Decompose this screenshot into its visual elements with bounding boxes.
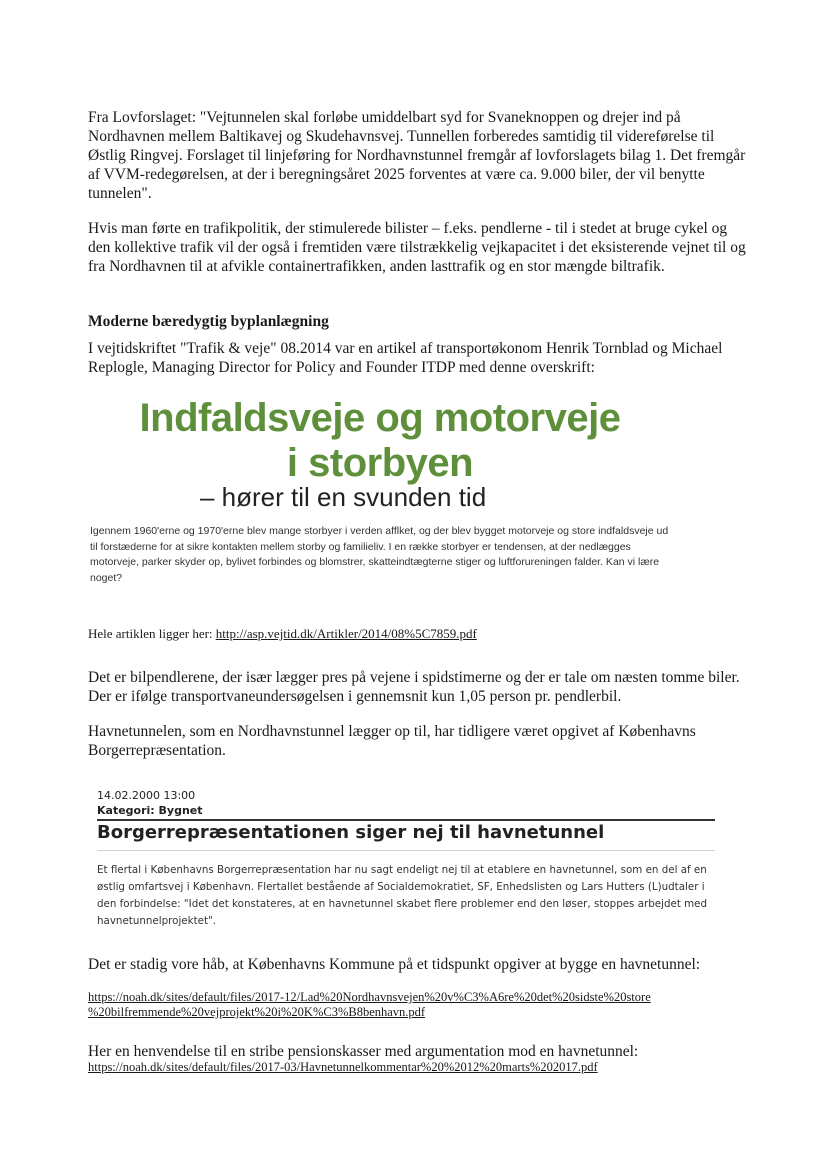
paragraph-trafikpolitik: Hvis man førte en trafikpolitik, der stimulerede bilister – f.eks. pendlerne - til i stedet at bruge cykel og den kollektive trafik vil der også i fremtiden være tilstrækkelig vejkapacitet i det eksisterende vejnet til og fra Nordhavnen til at afvikle containertrafikken, anden lasttrafik og en stor mængde biltrafik. bbox=[88, 220, 746, 275]
clipping-rule bbox=[97, 819, 715, 821]
url-block-2 bbox=[88, 1060, 748, 1075]
article-headline-line2: i storbyen bbox=[286, 441, 474, 485]
article-link-line bbox=[88, 626, 477, 642]
paragraph-havnetunnel: Havnetunnelen, som en Nordhavnstunnel lægger op til, har tidligere været opgivet af Københavns Borgerrepræsentation. bbox=[88, 723, 696, 759]
article-subheadline: – hører til en svunden tid bbox=[200, 482, 487, 512]
clipping-title: Borgerrepræsentationen siger nej til havnetunnel bbox=[97, 822, 605, 843]
url-havnetunnelkommentar[interactable]: https://noah.dk/sites/default/files/2017-03/Havnetunnelkommentar%20%2012%20marts%202017.pdf bbox=[88, 1060, 598, 1074]
clipping-category: Kategori: Bygnet bbox=[97, 804, 203, 817]
clipping-divider bbox=[97, 850, 715, 851]
clipping-body: Et flertal i Københavns Borgerrepræsentation har nu sagt endeligt nej til at etablere en havnetunnel, som en del af en østlig omfartsvej i København. Flertallet bestående af Socialdemokratiet, SF, Enhedslisten og Lars Hutters (L)udtaler i den forbindelse: "Idet det konstateres, at en havnetunnel skabet flere problemer end den løser, stoppes arbejdet med havnetunnelprojektet". bbox=[97, 864, 708, 927]
paragraph-lovforslag: Fra Lovforslaget: "Vejtunnelen skal forløbe umiddelbart syd for Svaneknoppen og drejer ind på Nordhavnen mellem Baltikavej og Skudehavnsvej. Tunnellen forberedes samtidig til videreførelse til Østlig Ringvej. Forslaget til linjeføring for Nordhavnstunnel fremgår af lovforslagets bilag 1. Det fremgår af VVM-redegørelsen, at der i beregningsåret 2025 forventes at være ca. 9.000 biler, der vil benytte tunnelen". bbox=[88, 109, 746, 202]
article-link[interactable]: http://asp.vejtid.dk/Artikler/2014/08%5C7859.pdf bbox=[215, 626, 477, 641]
url-nordhavnsvejen-line1[interactable]: https://noah.dk/sites/default/files/2017-12/Lad%20Nordhavnsvejen%20v%C3%A6re%20det%20sidste%20store bbox=[88, 990, 651, 1004]
clipping-date: 14.02.2000 13:00 bbox=[97, 789, 196, 802]
section-heading: Moderne bæredygtig byplanlægning bbox=[88, 313, 329, 330]
paragraph-haab: Det er stadig vore håb, at Københavns Kommune på et tidspunkt opgiver at bygge en havnetunnel: bbox=[88, 956, 701, 973]
url-block-1 bbox=[88, 990, 748, 1020]
url-nordhavnsvejen-line2[interactable]: %20bilfremmende%20vejprojekt%20i%20K%C3%B8benhavn.pdf bbox=[88, 1005, 426, 1019]
paragraph-pensionskasser: Her en henvendelse til en stribe pensionskasser med argumentation mod en havnetunnel: bbox=[88, 1043, 639, 1060]
paragraph-bilpendlere: Det er bilpendlerene, der især lægger pres på vejene i spidstimerne og der er tale om næsten tomme biler. Der er ifølge transportvaneundersøgelsen i gennemsnit kun 1,05 person pr. pendlerbil. bbox=[88, 669, 740, 705]
article-headline-line1: Indfaldsveje og motorveje bbox=[139, 396, 621, 440]
paragraph-artikel-intro: I vejtidskriftet "Trafik & veje" 08.2014 var en artikel af transportøkonom Henrik Tornblad og Michael Replogle, Managing Director for Policy and Founder ITDP med denne overskrift: bbox=[88, 340, 723, 376]
article-link-label: Hele artiklen ligger her: bbox=[88, 626, 216, 641]
article-lede: Igennem 1960'erne og 1970'erne blev mange storbyer i verden afflket, og der blev bygget motorveje og store indfaldsveje ud til forstæderne for at sikre kontakten mellem storby og familieliv. I en række storbyer er tendensen, at der nedlægges motorveje, parker skyder op, bylivet forbindes og blomstrer, skatteindtægterne stiger og luftforureningen falder. Kan vi lære noget? bbox=[90, 525, 669, 584]
